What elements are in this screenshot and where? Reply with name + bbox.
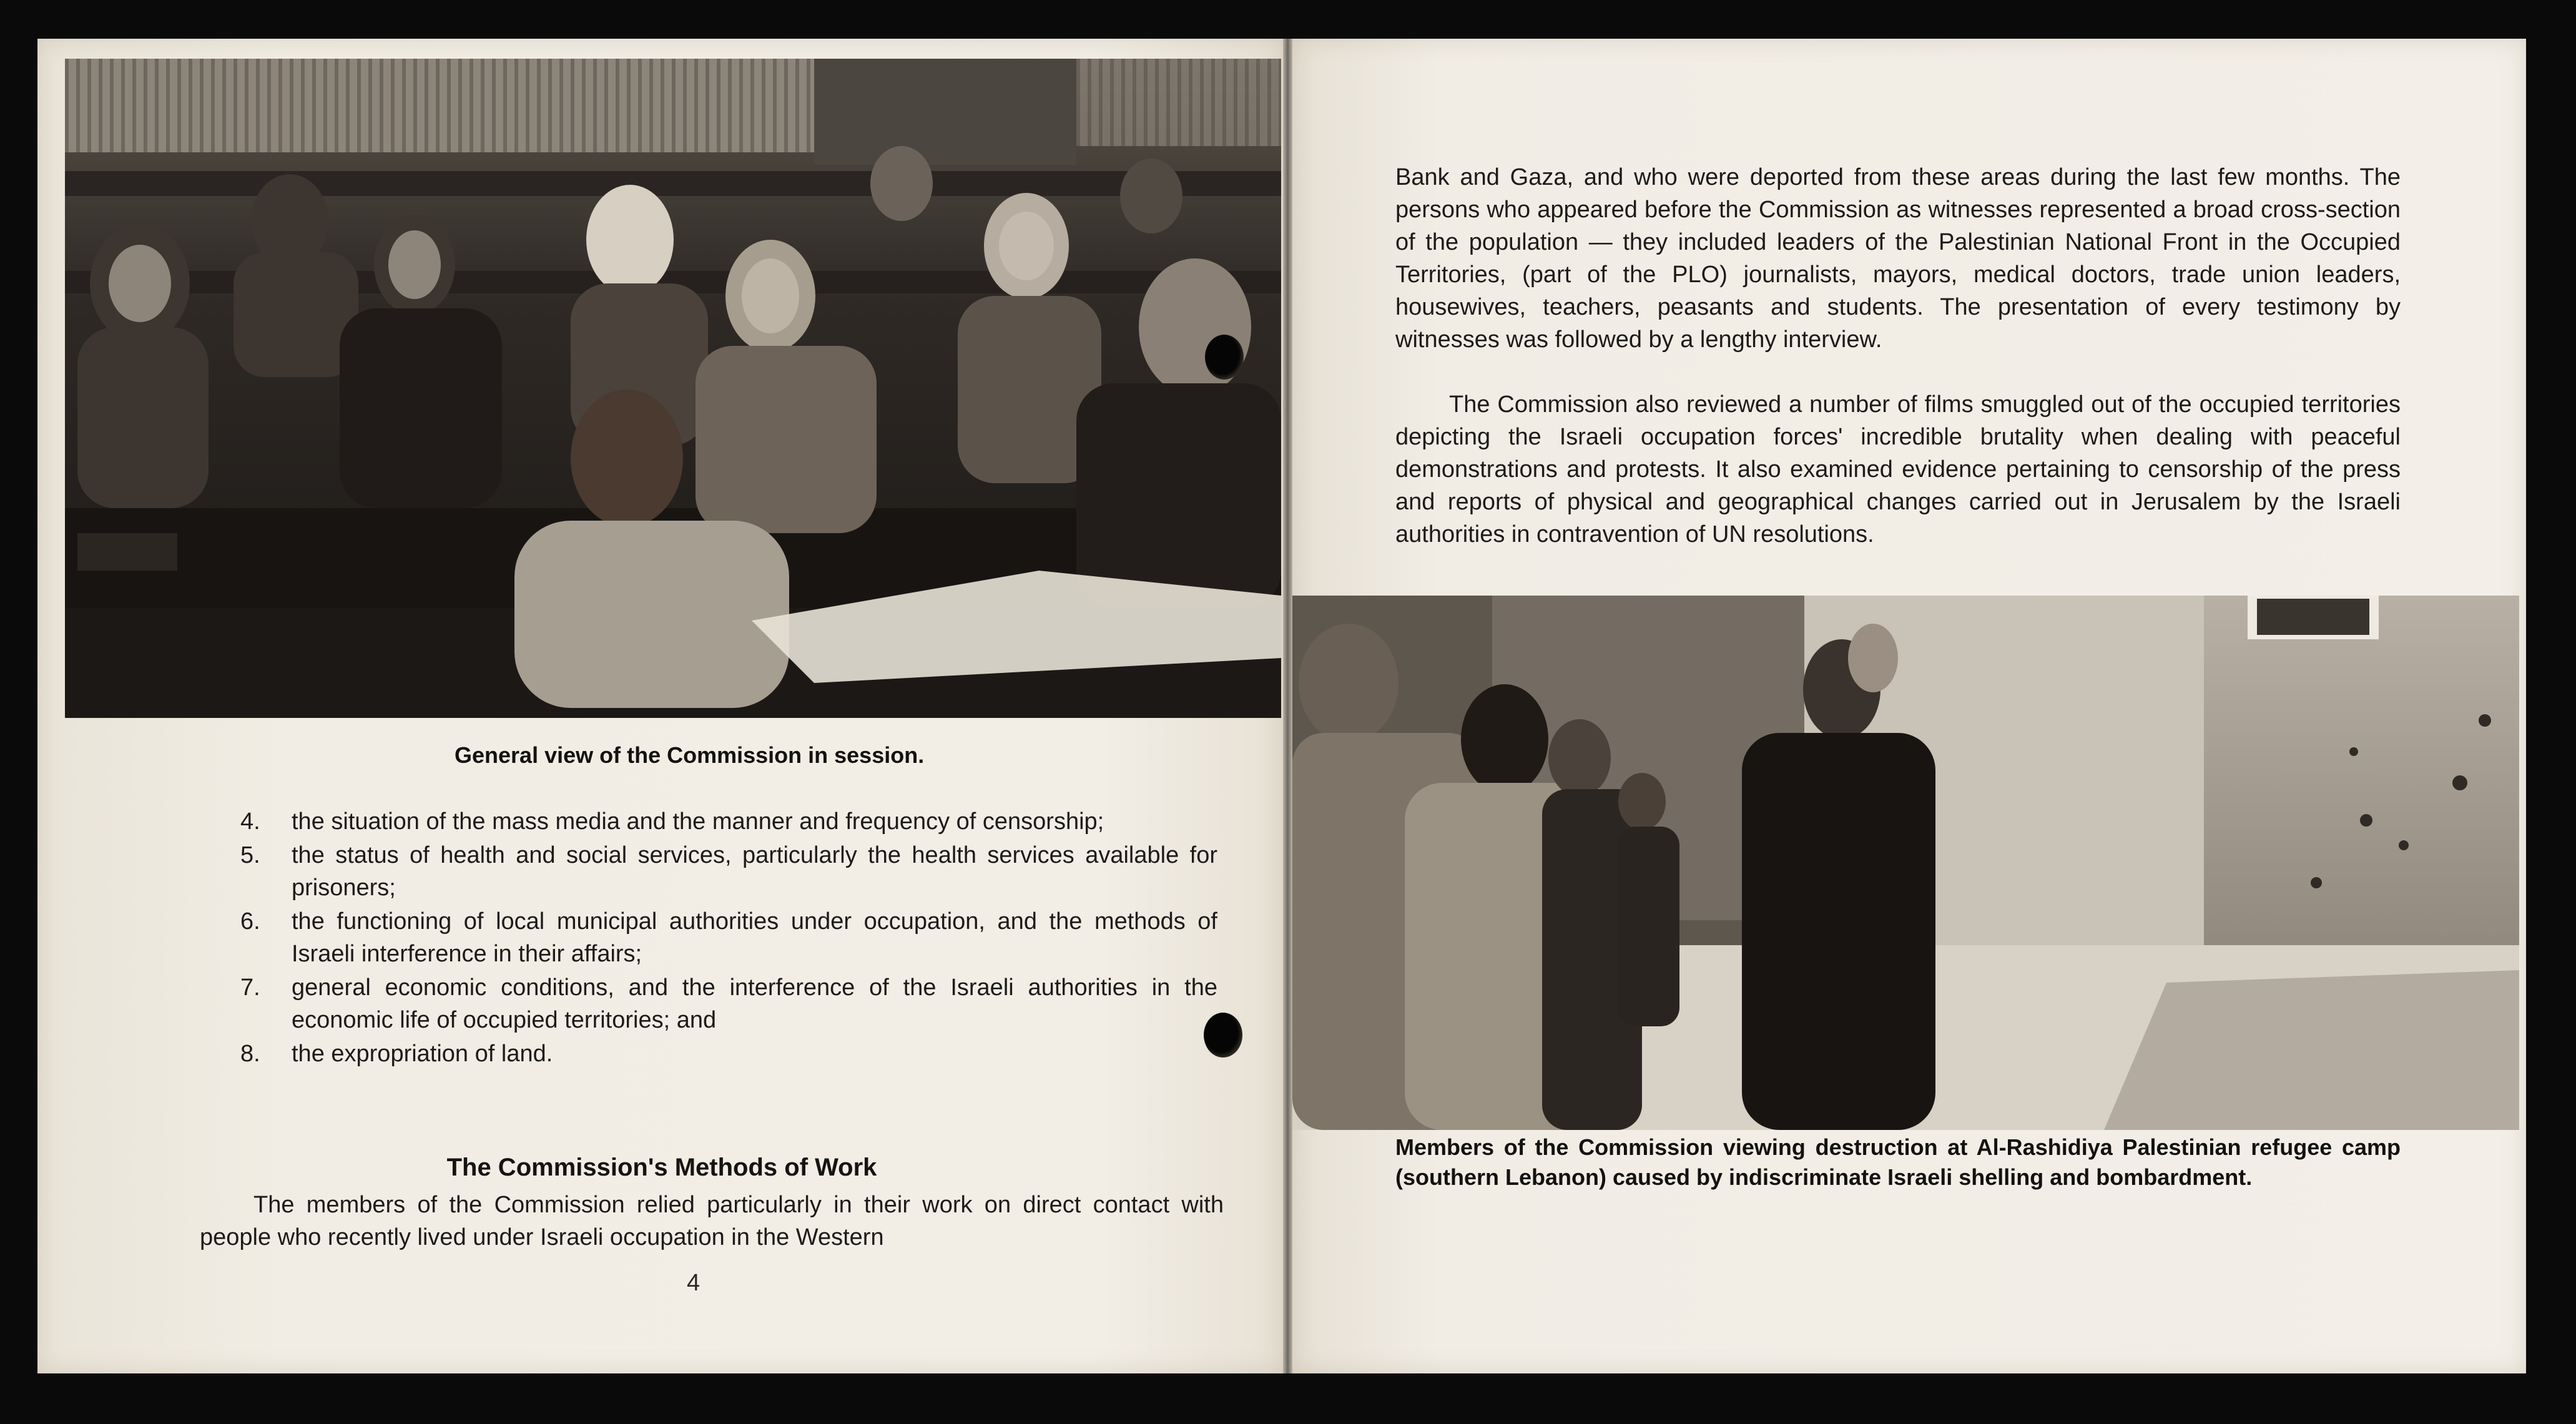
right-photo-caption: Members of the Commission viewing destruction at Al-Rashidiya Palestinian refugee camp (southern Lebanon) caused by indiscriminate Israeli shelling and bombardment. bbox=[1395, 1134, 2401, 1190]
left-photo-caption: General view of the Commission in session. bbox=[455, 742, 925, 768]
page-number: 4 bbox=[687, 1270, 701, 1296]
list-item: 4. the situation of the mass media and the manner and frequency of censorship; bbox=[240, 808, 1104, 835]
section-text: The members of the Commission relied particularly in their work on direct contact with people who recently lived under Israeli occupation in the Western bbox=[200, 1192, 1224, 1250]
binding-hole bbox=[1205, 335, 1244, 380]
investigation-topics-list bbox=[240, 805, 1217, 1071]
witness-paragraph: Bank and Gaza, and who were deported from these areas during the last few months. The persons who appeared before the Commission as witnesses represented a broad cross-section of the population — they included leaders of the Palestinian National Front in the Occupied Territories, (part of the PLO) journalists, mayors, medical doctors, trade union leaders, housewives, teachers, peasants and students. The presentation of every testimony by witnesses was followed by a lengthy interview. bbox=[1395, 164, 2401, 353]
open-booklet bbox=[37, 39, 2526, 1373]
list-item: 7. general economic conditions, and the interference of the Israeli authorities in the economic life of occupied territories; and bbox=[240, 975, 1217, 1033]
list-item: 5. the status of health and social services, particularly the health services available for prisoners; bbox=[240, 842, 1217, 901]
list-item: 8. the expropriation of land. bbox=[240, 1041, 553, 1067]
left-page bbox=[37, 39, 1283, 1373]
binding-hole bbox=[1204, 1013, 1242, 1058]
booklet-spine bbox=[1283, 39, 1292, 1373]
refugee-camp-photo bbox=[1292, 596, 2519, 1130]
section-heading: The Commission's Methods of Work bbox=[446, 1154, 877, 1181]
commission-session-photo bbox=[65, 59, 1281, 718]
films-paragraph: The Commission also reviewed a number of films smuggled out of the occupied territories depicting the Israeli occupation forces' incredible brutality when dealing with peaceful demonstrations and protests. It also examined evidence pertaining to censorship of the press and reports of physical and geographical changes carried out in Jerusalem by the Israeli authorities in contravention of UN resolutions. bbox=[1395, 391, 2401, 548]
list-item: 6. the functioning of local municipal authorities under occupation, and the methods of Israeli interference in their affairs; bbox=[240, 908, 1217, 967]
right-page bbox=[1292, 39, 2526, 1373]
